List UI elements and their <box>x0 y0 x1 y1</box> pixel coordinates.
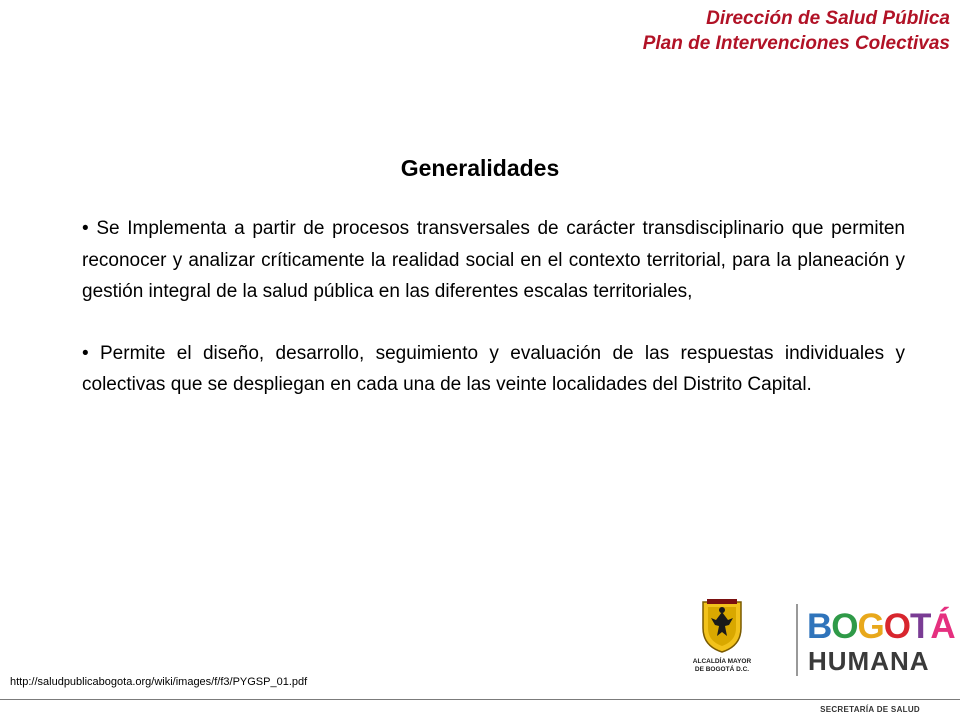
alcaldia-label <box>684 658 760 674</box>
logo-divider <box>796 604 798 676</box>
bullet-text: Permite el diseño, desarrollo, seguimiento y evaluación de las respuestas individuales y colectivas que se despliegan en cada una de las veinte localidades del Distrito Capital. <box>82 342 905 395</box>
bullet-item: • Se Implementa a partir de procesos transversales de carácter transdisciplinario que permiten reconocer y analizar críticamente la realidad social en el contexto territorial, para la planeación y gestión integral de la salud pública en las diferentes escalas territoriales, <box>82 218 905 302</box>
source-url[interactable]: http://saludpublicabogota.org/wiki/images/f/f3/PYGSP_01.pdf <box>10 676 308 688</box>
alcaldia-line-1: ALCALDÍA MAYOR <box>692 658 752 665</box>
footer-divider <box>0 699 960 700</box>
alcaldia-line-2: DE BOGOTÁ D.C. <box>694 666 750 673</box>
logo-humana-word: HUMANA <box>808 646 930 676</box>
page-title: Generalidades <box>400 155 560 181</box>
header-line-2: Plan de Intervenciones Colectivas <box>642 33 950 54</box>
slide-header <box>643 6 950 56</box>
header-line-1: Dirección de Salud Pública <box>706 8 950 29</box>
bogota-humana-logo <box>807 602 955 677</box>
bullet-list <box>82 213 905 431</box>
footer-label: SECRETARÍA DE SALUD <box>820 705 920 714</box>
coat-of-arms-icon <box>699 598 745 654</box>
bullet-text: Se Implementa a partir de procesos transversales de carácter transdisciplinario que permiten reconocer y analizar críticamente la realidad social en el contexto territorial, para la planeación y gestión integral de la salud pública en las diferentes escalas territoriales, <box>82 218 905 302</box>
bullet-item: • Permite el diseño, desarrollo, seguimiento y evaluación de las respuestas individuales y colectivas que se despliegan en cada una de las veinte localidades del Distrito Capital. <box>82 342 905 395</box>
logo-bogota-word: BOGOTÁ <box>807 607 955 646</box>
logos <box>684 598 955 688</box>
